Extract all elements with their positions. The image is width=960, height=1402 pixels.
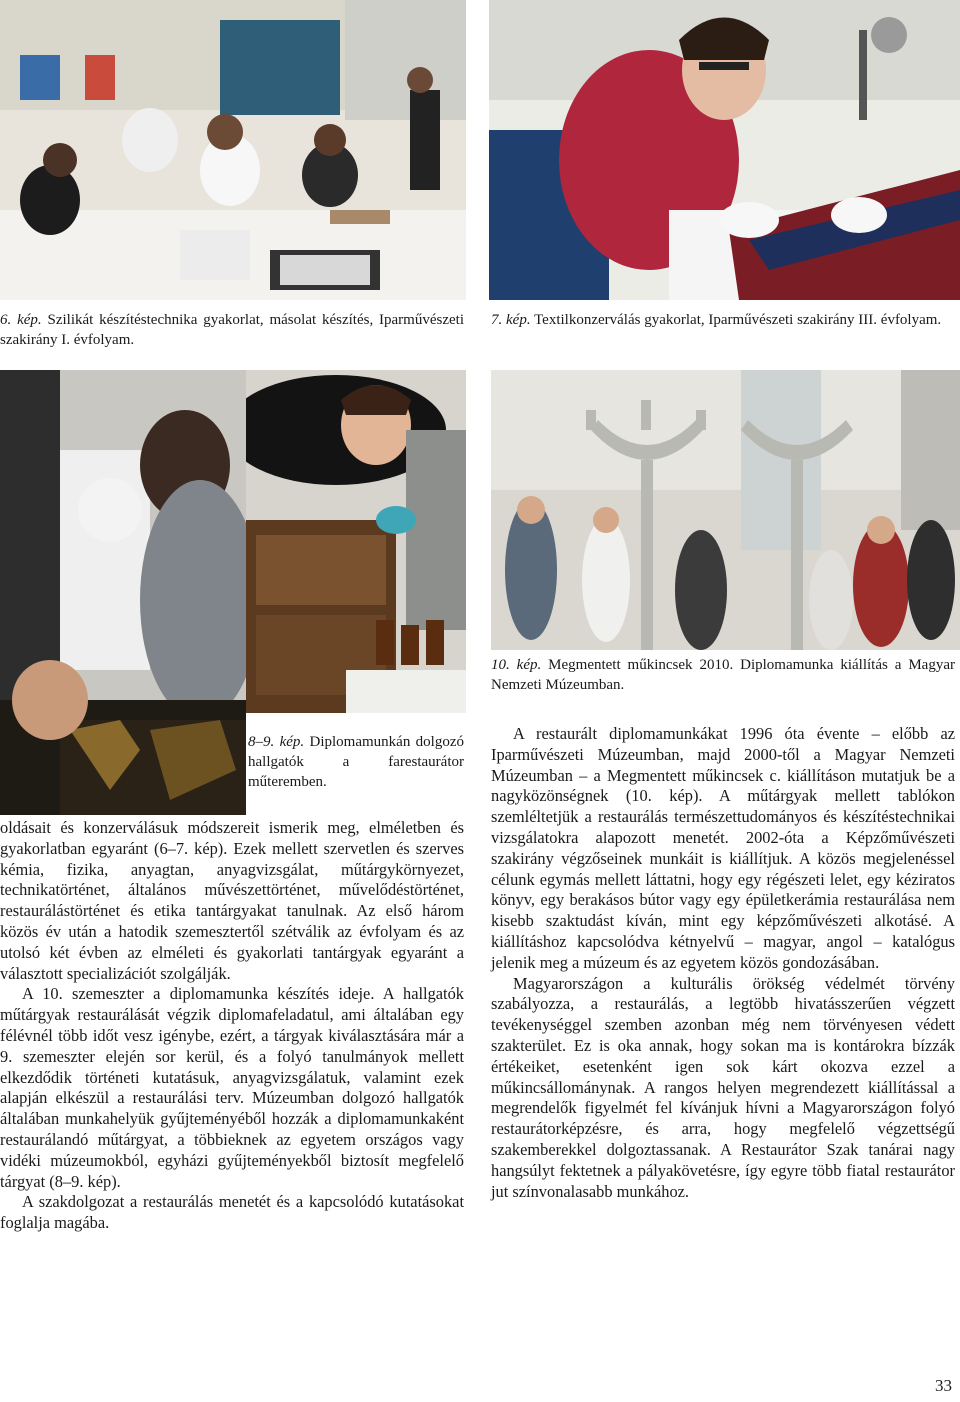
caption-6-text: Szilikát készítéstechnika gyakorlat, másolat készítés, Iparművészeti szakirány I. évfolyam. — [0, 312, 464, 348]
right-text-column — [491, 724, 955, 1202]
photo-7-textile-conservation — [489, 0, 960, 300]
caption-7-number: 7. kép. — [491, 312, 531, 328]
photo-6-ceramics-workshop — [0, 0, 466, 300]
right-paragraph-1: A restaurált diplomamunkákat 1996 óta évente – előbb az Iparművészeti Múzeumban, majd 2000-től a Magyar Nemzeti Múzeumban – a Megmentett műkincsek c. kiállításon mutatjuk be a nagyközönségnek (10. kép). A műtárgyak mellett tablókon szemléltetjük a restaurálás természettudományos és készítéstechnikai vizsgálatokra alapozott menetét. 2002-óta a Képzőművészeti szakirány végzőseinek munkáit is kiállítjuk. A közös megjelenéssel célunk egymás mellett láttatni, hogy egy régészeti lelet, egy kéziratos könyv, egy berakásos bútor vagy egy épületkerámia restaurálása nem kisebb szaktudást kíván, mint egy képzőművészeti alkotásé. A kiállításhoz kapcsolódva kétnyelvű – magyar, angol – katalógus jelenik meg a múzeum és az egyetem közös gondozásában. — [491, 724, 955, 972]
caption-8-9-text: Diplomamunkán dolgozó hallgatók a farestaurátor műteremben. — [248, 734, 464, 790]
page-number: 33 — [935, 1376, 952, 1395]
caption-6-number: 6. kép. — [0, 312, 42, 328]
right-paragraph-2: Magyarországon a kulturális örökség védelmét törvény szabályozza, a restaurálás, a legtöbb hivatásszerűen végzett tevékenységgel szemben azonban még nem törvényesen védett szakterület. Ez is oka annak, hogy sokan ma is kontárokra bízzák értékeiket, esetenként igen sok kárt okozva ezzel a műkincsállománynak. A rangos helyen megrendezett kiállítással a megrendelők figyelmét fel kívánjuk hívni a Magyarországon folyó restaurátorképzésre, és arra, hogy megfelelő végzettségű szakemberekkel dolgoztassanak. A Restaurátor Szak tanárai nagy hangsúlyt fektetnek a pályakövetésre, így egyre több fiatal restaurátor jut színvonalasabb munkához. — [491, 973, 955, 1201]
caption-8-9 — [248, 732, 464, 792]
caption-8-9-number: 8–9. kép. — [248, 734, 305, 750]
left-text-column — [0, 818, 464, 1234]
left-paragraph-1: oldásait és konzerválásuk módszereit ismerik meg, elméletben és gyakorlatban egyaránt (6–7. kép). Ezek mellett szervetlen és szerves kémia, fizika, anyagtan, anyagvizsgálat, műtárgykörnyezet, technikatörténet, általános művészettörténet, művelődéstörténet, restaurálástörténet és etika tantárgyakat tanulnak. Az első három közös év után a hatodik szemesztertől szétválik az évfolyam és az utolsó két évben az elméleti és gyakorlati tantárgyak egyaránt a választott specializációt szolgálják. — [0, 818, 464, 983]
left-paragraph-2: A 10. szemeszter a diplomamunka készítés ideje. A hallgatók műtárgyak restaurálását végzik diplomafeladatul, ami általában egy félévnél több időt vesz igénybe, ezért, a tárgyak kiválasztására már a 9. szemeszter elején sor kerül, és a folyó tanulmányok mellett elkezdődik történeti kutatásuk, anyagvizsgálatuk, valamint ezek alapján elkészül a restaurálási terv. Múzeumban dolgozó hallgatók általában munkahelyük gyűjteményéből hozzák a diplomamunkaként restaurálandó műtárgyat, a többieknek az egyetem országos vagy vidéki múzeumokból, egyházi gyűjteményekből biztosít megfelelő tárgyat (8–9. kép). — [0, 984, 464, 1191]
caption-6 — [0, 310, 464, 350]
caption-7 — [491, 310, 955, 330]
caption-7-text: Textilkonzerválás gyakorlat, Iparművészeti szakirány III. évfolyam. — [534, 312, 942, 328]
caption-10-number: 10. kép. — [491, 657, 542, 673]
left-paragraph-3: A szakdolgozat a restaurálás menetét és a kapcsolódó kutatásokat foglalja magába. — [0, 1192, 464, 1233]
photo-10-exhibition — [491, 370, 960, 650]
photo-8-microscope-work — [0, 370, 246, 815]
photo-9-wooden-chest — [246, 370, 466, 713]
caption-10 — [491, 655, 955, 695]
caption-10-text: Megmentett műkincsek 2010. Diplomamunka kiállítás a Magyar Nemzeti Múzeumban. — [491, 657, 955, 693]
